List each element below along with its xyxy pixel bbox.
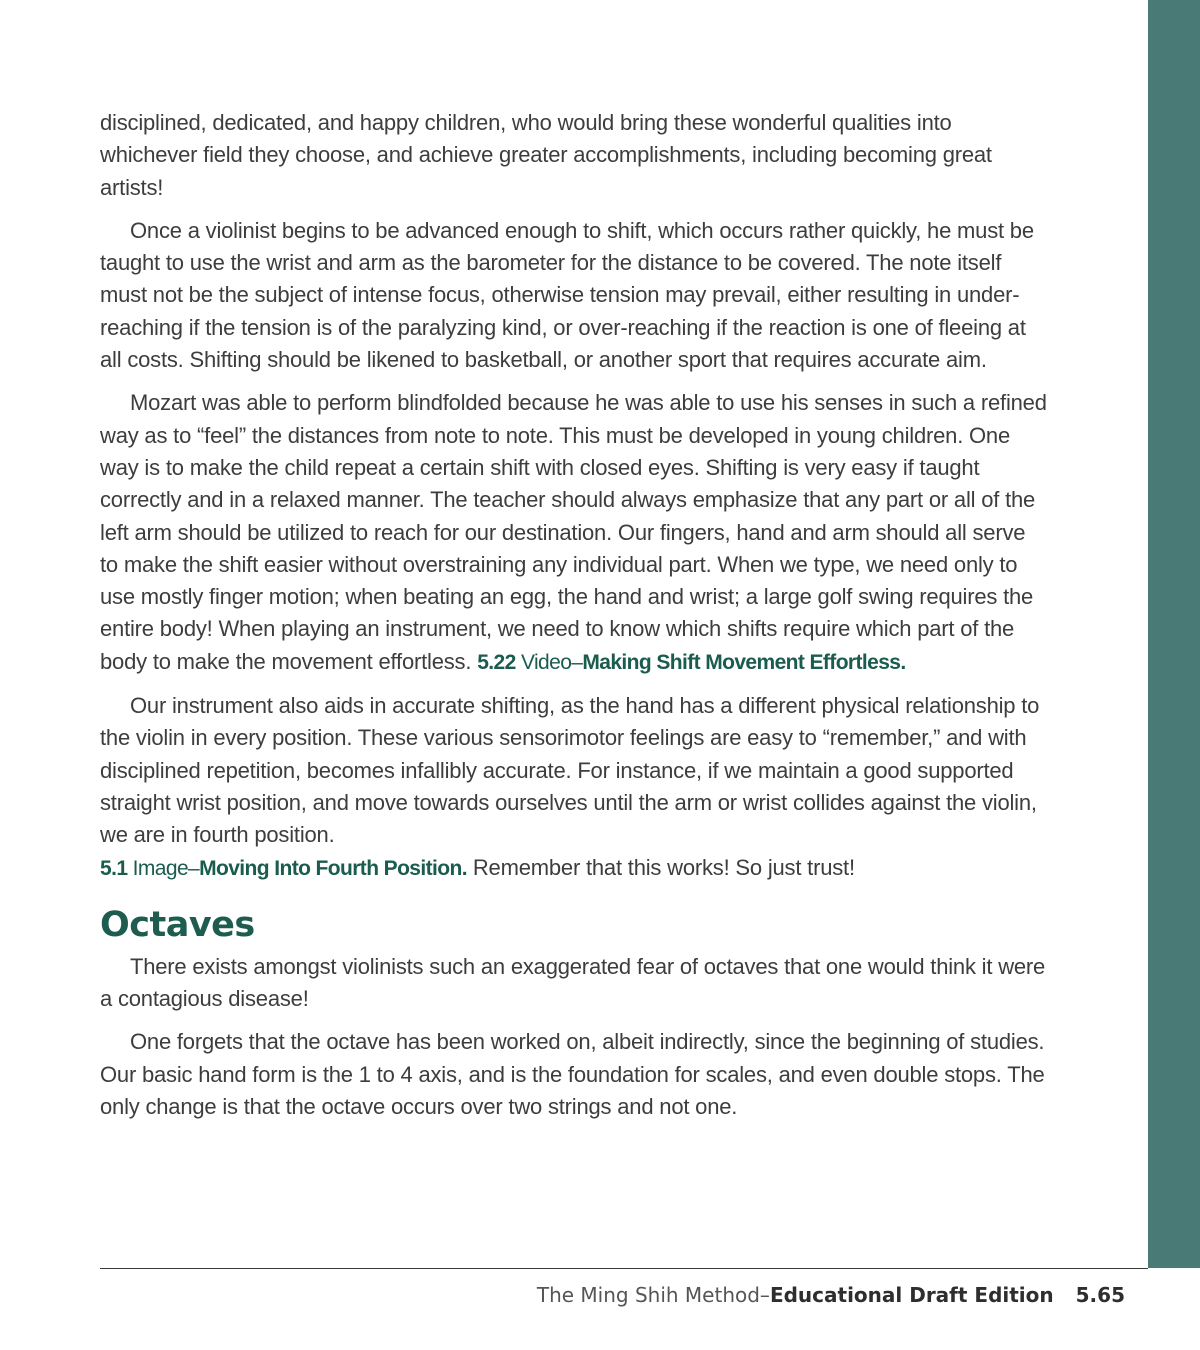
chapter-side-bar (1148, 0, 1200, 1268)
paragraph-text: Our instrument also aids in accurate shifting, as the hand has a different physical relationship to the violin in every position. These various sensorimotor feelings are easy to “remember,” and with disciplined repetition, becomes infallibly accurate. For instance, if we maintain a good supported straight wrist position, and move towards ourselves until the arm or wrist collides against the violin, we are in fourth position. (100, 693, 1040, 848)
image-link-kind: Image– (132, 856, 200, 880)
image-link-number: 5.1 (100, 856, 128, 880)
paragraph (100, 387, 1048, 679)
page-content (100, 107, 1048, 1134)
paragraph: There exists amongst violinists such an exaggerated fear of octaves that one would think it were a contagious disease! (100, 953, 1046, 1012)
image-link-title: Moving Into Fourth Position. (199, 856, 467, 880)
footer-edition: Educational Draft Edition (769, 1283, 1054, 1307)
paragraph (100, 690, 1048, 851)
paragraph: disciplined, dedicated, and happy children, who would bring these wonderful qualities into whichever field they choose, and achieve greater accomplishments, including becoming great artists! (100, 110, 992, 200)
video-link-title: Making Shift Movement Effortless. (582, 650, 906, 674)
page-footer (537, 1283, 1125, 1307)
paragraph: Once a violinist begins to be advanced enough to shift, which occurs rather quickly, he must be taught to use the wrist and arm as the barometer for the distance to be covered. The note itself must not be the subject of intense focus, otherwise tension may prevail, either resulting in under-reaching if the tension is of the paralyzing kind, or over-reaching if the reaction is one of fleeing at all costs. Shifting should be likened to basketball, or another sport that requires accurate aim. (100, 217, 1034, 373)
paragraph-continued (100, 852, 1048, 885)
paragraph: One forgets that the octave has been worked on, albeit indirectly, since the beginning of studies. Our basic hand form is the 1 to 4 axis, and is the foundation for scales, and even double stops. The only change is that the octave occurs over two strings and not one. (100, 1029, 1045, 1120)
image-link[interactable] (100, 857, 467, 880)
paragraph-text: Mozart was able to perform blindfolded because he was able to use his senses in such a refined way as to “feel” the distances from note to note. This must be developed in young children. One way is to make the child repeat a certain shift with closed eyes. Shifting is very easy if taught correctly and in a relaxed manner. The teacher should always emphasize that any part or all of the left arm should be utilized to reach for our destination. Our fingers, hand and arm should all serve to make the shift easier without overstraining any individual part. When we type, we need only to use mostly finger motion; when beating an egg, the hand and wrist; a large golf swing requires the entire body! When playing an instrument, we need to know which shifts require which part of the body to make the movement effortless. (100, 390, 1047, 674)
video-link[interactable] (477, 651, 905, 674)
video-link-number: 5.22 (477, 650, 516, 674)
video-link-kind: Video– (520, 650, 583, 674)
footer-book-title: The Ming Shih Method– (536, 1283, 770, 1307)
page-number: 5.65 (1075, 1283, 1125, 1307)
section-heading: Octaves (100, 904, 255, 945)
footer-divider (100, 1268, 1148, 1269)
paragraph-text: Remember that this works! So just trust! (472, 854, 855, 880)
